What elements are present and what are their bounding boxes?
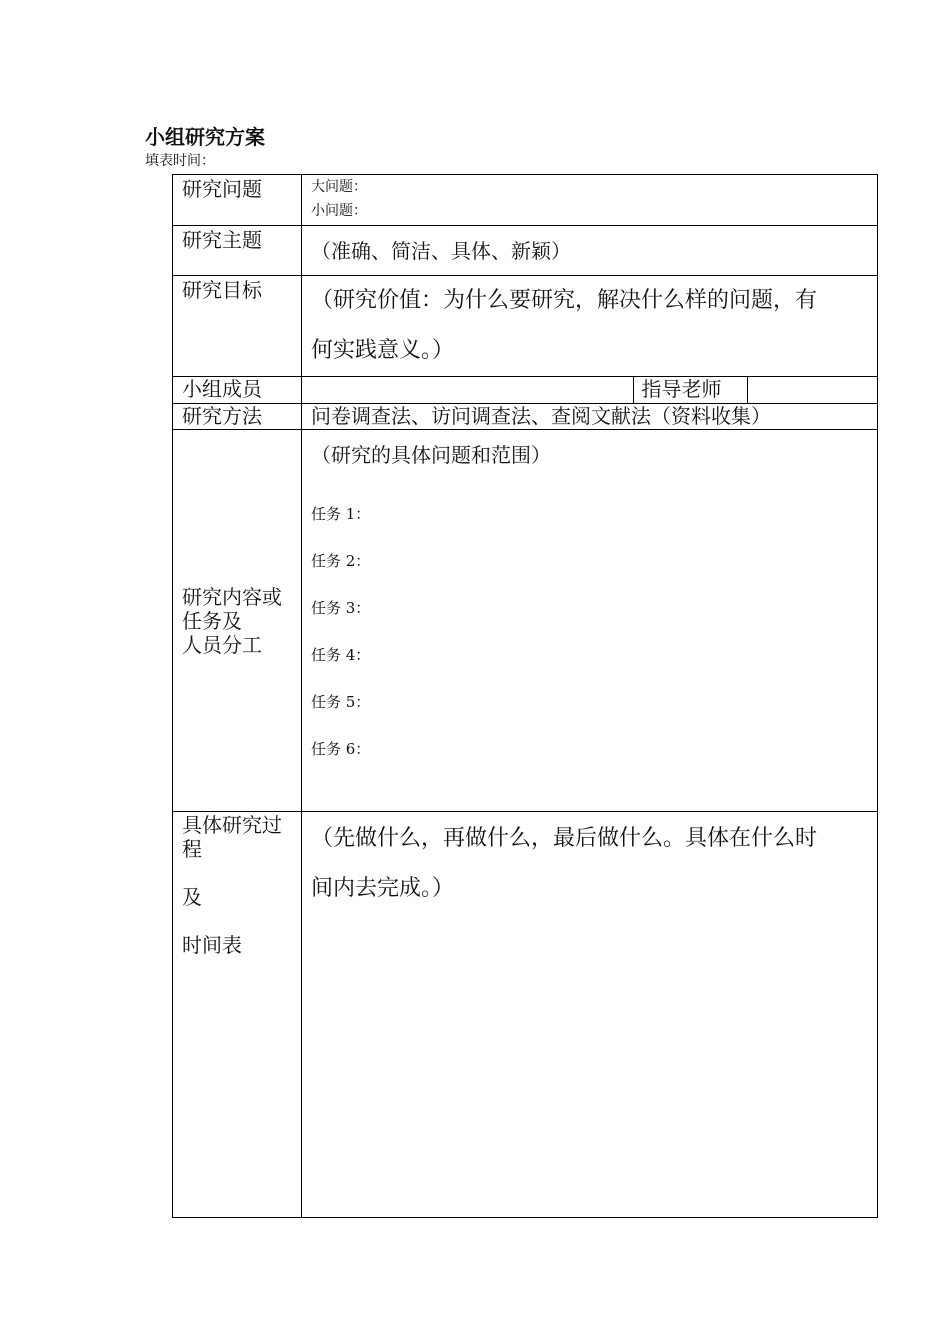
- research-method-value: 问卷调查法、访问调查法、查阅文献法（资料收集）: [311, 404, 771, 428]
- task-3-label: 任务 3：: [311, 599, 371, 617]
- research-process-label-line3: 及: [182, 885, 202, 909]
- research-goal-label: 研究目标: [173, 276, 302, 377]
- research-process-hint-line2: 间内去完成。）: [311, 876, 455, 901]
- row-research-goal: [173, 276, 878, 377]
- advisor-label: 指导老师: [633, 377, 747, 403]
- members-advisor-split: [302, 377, 878, 403]
- research-topic-label: 研究主题: [173, 226, 302, 276]
- task-5-label: 任务 5：: [311, 693, 371, 711]
- research-topic-hint: （准确、简洁、具体、新颖）: [311, 239, 571, 263]
- research-question-cell[interactable]: [302, 175, 878, 226]
- research-method-cell[interactable]: [302, 404, 878, 430]
- research-content-label-line1: 研究内容或: [182, 584, 282, 609]
- research-question-label: 研究问题: [173, 175, 302, 226]
- row-research-process: [173, 812, 878, 1218]
- research-topic-cell[interactable]: [302, 226, 878, 276]
- fill-date-label: 填表时间：: [145, 153, 215, 169]
- research-goal-cell[interactable]: [302, 276, 878, 377]
- task-1-label: 任务 1：: [311, 505, 371, 523]
- task-4-label: 任务 4：: [311, 646, 371, 664]
- document-title: 小组研究方案: [145, 125, 265, 149]
- research-content-hint: （研究的具体问题和范围）: [311, 443, 551, 467]
- research-content-label-line3: 人员分工: [182, 632, 262, 657]
- row-research-topic: [173, 226, 878, 276]
- research-content-cell[interactable]: [302, 430, 878, 812]
- research-goal-hint-line1: （研究价值：为什么要研究，解决什么样的问题，有: [311, 288, 818, 313]
- research-goal-hint-line2: 何实践意义。）: [311, 338, 455, 363]
- research-process-hint-line1: （先做什么，再做什么，最后做什么。具体在什么时: [311, 826, 818, 851]
- row-research-method: [173, 404, 878, 430]
- research-content-label: [173, 430, 302, 812]
- group-members-label: 小组成员: [173, 377, 302, 404]
- research-process-cell[interactable]: [302, 812, 878, 1218]
- group-members-input[interactable]: [302, 377, 633, 403]
- row-research-content: [173, 430, 878, 812]
- research-process-label-line4: 时间表: [182, 933, 242, 957]
- research-process-label: [173, 812, 302, 1218]
- task-6-label: 任务 6：: [311, 740, 371, 758]
- row-group-members: [173, 377, 878, 404]
- big-question-label: 大问题：: [311, 179, 367, 195]
- small-question-label: 小问题：: [311, 203, 367, 219]
- research-content-label-line2: 任务及: [182, 608, 242, 633]
- task-2-label: 任务 2：: [311, 552, 371, 570]
- research-process-label-line1: 具体研究过: [182, 813, 282, 837]
- row-research-question: [173, 175, 878, 226]
- research-process-label-line2: 程: [182, 837, 202, 861]
- research-plan-table: [172, 174, 878, 1218]
- research-method-label: 研究方法: [173, 404, 302, 430]
- advisor-input[interactable]: [747, 377, 878, 403]
